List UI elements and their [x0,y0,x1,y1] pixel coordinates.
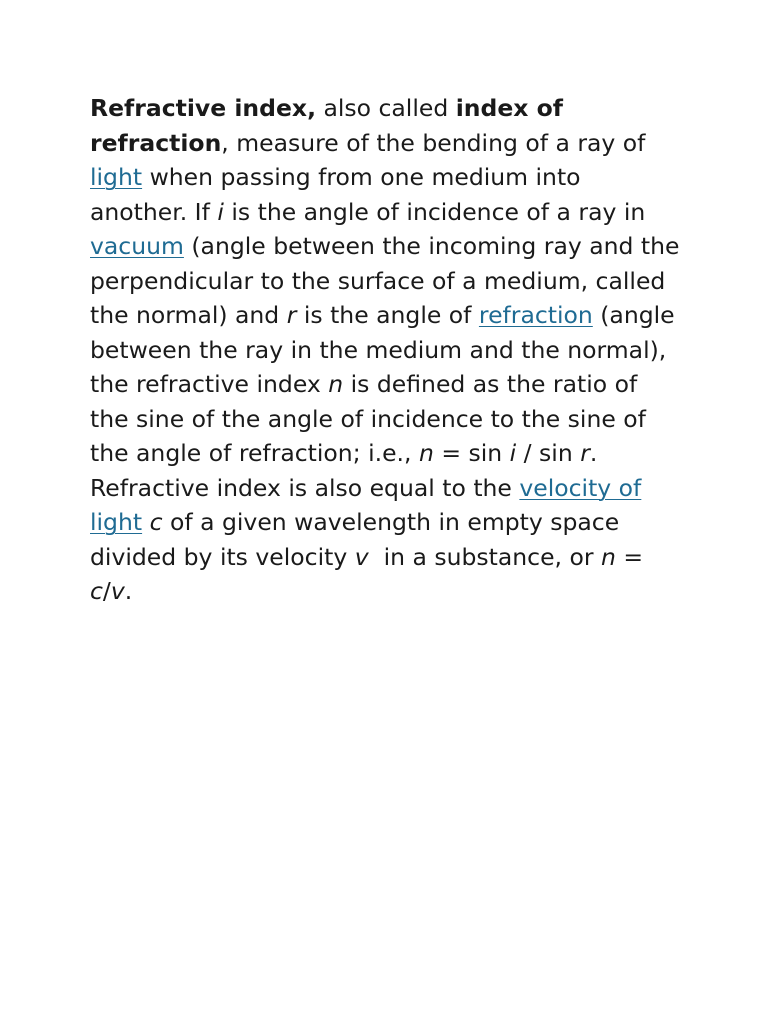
text-segment: . [124,577,133,605]
variable-i: i [509,439,517,467]
article-paragraph [90,91,680,609]
text-segment: of a given wavelength in empty space divided by its velocity [90,508,620,571]
text-segment: is defined as the ratio of the sine of the angle of incidence to the sine of the angle of refraction; i.e., [90,370,646,467]
text-segment: (angle between the ray in the medium and the normal), the refractive index [90,301,675,398]
variable-r: r [286,301,297,329]
variable-c: c [90,577,103,605]
variable-n: n [600,542,616,571]
text-segment: (angle between the incoming ray and the perpendicular to the surface of a medium, called the normal) and [90,232,680,329]
text-segment: / sin [516,439,581,467]
variable-v: v [110,577,125,605]
text-segment [142,508,149,536]
text-segment: / [102,577,111,605]
variable-n: n [328,370,344,398]
term-refractive-index: Refractive index, [90,94,316,122]
variable-n: n [418,439,434,467]
text-segment: . Refractive index is also equal to the [90,439,598,502]
link-light[interactable]: light [90,163,143,191]
link-velocity-of-light[interactable]: velocity of light [90,473,642,536]
text-segment: in a substance, or [368,542,601,571]
text-segment: is the angle of incidence of a ray in [223,197,646,226]
text-segment: is the angle of [296,301,479,329]
text-segment: = sin [433,439,510,467]
variable-i: i [217,197,224,226]
text-segment: = [615,542,644,571]
text-segment: , measure of the bending of a ray of [221,128,646,157]
variable-c: c [149,508,163,536]
link-refraction[interactable]: refraction [478,301,593,329]
variable-r: r [580,439,590,467]
text-segment: also called [316,94,456,122]
link-vacuum[interactable]: vacuum [90,232,184,260]
text-segment: when passing from one medium into another. If [90,163,581,226]
term-index-of-refraction: index of refraction [90,94,563,157]
variable-v: v [354,542,369,571]
